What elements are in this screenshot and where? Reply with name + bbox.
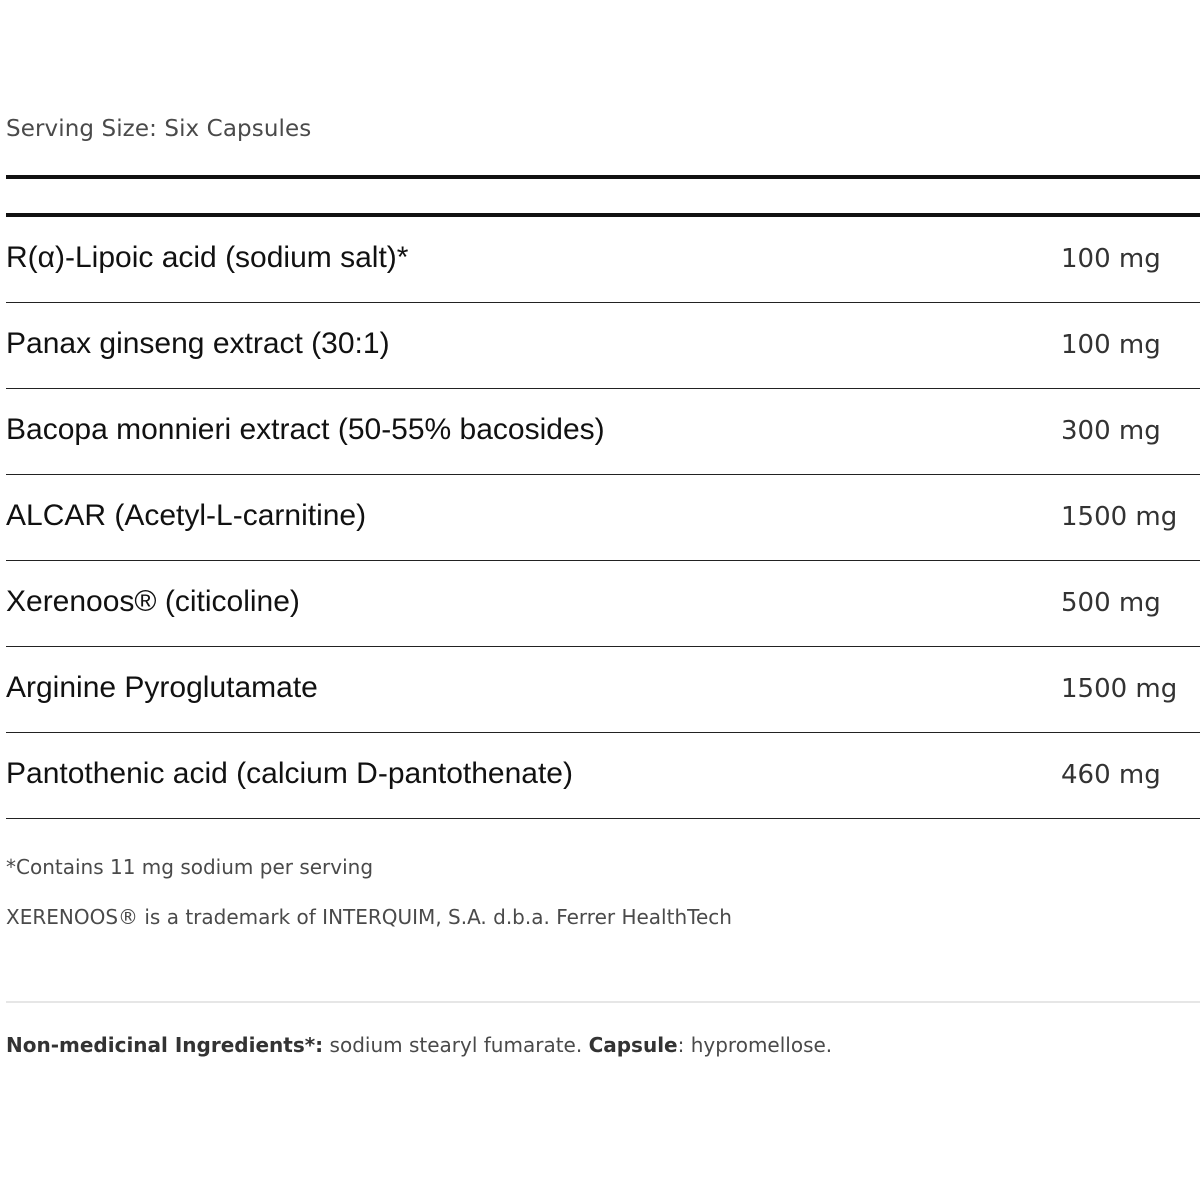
ingredient-amount: 100 mg <box>1061 244 1161 274</box>
ingredient-amount: 500 mg <box>1061 588 1161 618</box>
non-medicinal-text: sodium stearyl fumarate. <box>323 1033 589 1057</box>
ingredient-amount: 460 mg <box>1061 760 1161 790</box>
non-medicinal-label: Non-medicinal Ingredients*: <box>6 1033 324 1057</box>
ingredient-amount: 1500 mg <box>1061 502 1178 532</box>
divider-light <box>6 1001 1200 1003</box>
ingredient-name: R(α)-Lipoic acid (sodium salt)* <box>6 241 409 274</box>
ingredient-name: Arginine Pyroglutamate <box>6 671 318 704</box>
sodium-footnote: *Contains 11 mg sodium per serving <box>6 855 374 879</box>
ingredient-amount: 300 mg <box>1061 416 1161 446</box>
trademark-footnote: XERENOOS® is a trademark of INTERQUIM, S.A. d.b.a. Ferrer HealthTech <box>6 905 732 929</box>
divider-thick-top <box>6 175 1200 179</box>
ingredient-name: ALCAR (Acetyl-L-carnitine) <box>6 499 367 532</box>
ingredient-row <box>6 561 1200 647</box>
ingredient-row <box>6 733 1200 819</box>
ingredient-row <box>6 647 1200 733</box>
ingredient-amount: 100 mg <box>1061 330 1161 360</box>
ingredient-amount: 1500 mg <box>1061 674 1178 704</box>
ingredient-table <box>6 217 1200 819</box>
ingredient-row <box>6 475 1200 561</box>
capsule-label: Capsule <box>588 1033 678 1057</box>
ingredient-name: Xerenoos® (citicoline) <box>6 585 300 618</box>
serving-size: Serving Size: Six Capsules <box>6 116 312 142</box>
non-medicinal-ingredients <box>6 1033 832 1057</box>
ingredient-row <box>6 303 1200 389</box>
ingredient-name: Bacopa monnieri extract (50-55% bacosides) <box>6 413 605 446</box>
ingredient-name: Pantothenic acid (calcium D-pantothenate) <box>6 757 573 790</box>
ingredient-name: Panax ginseng extract (30:1) <box>6 327 390 360</box>
capsule-text: : hypromellose. <box>677 1033 833 1057</box>
ingredient-row <box>6 217 1200 303</box>
ingredient-row <box>6 389 1200 475</box>
